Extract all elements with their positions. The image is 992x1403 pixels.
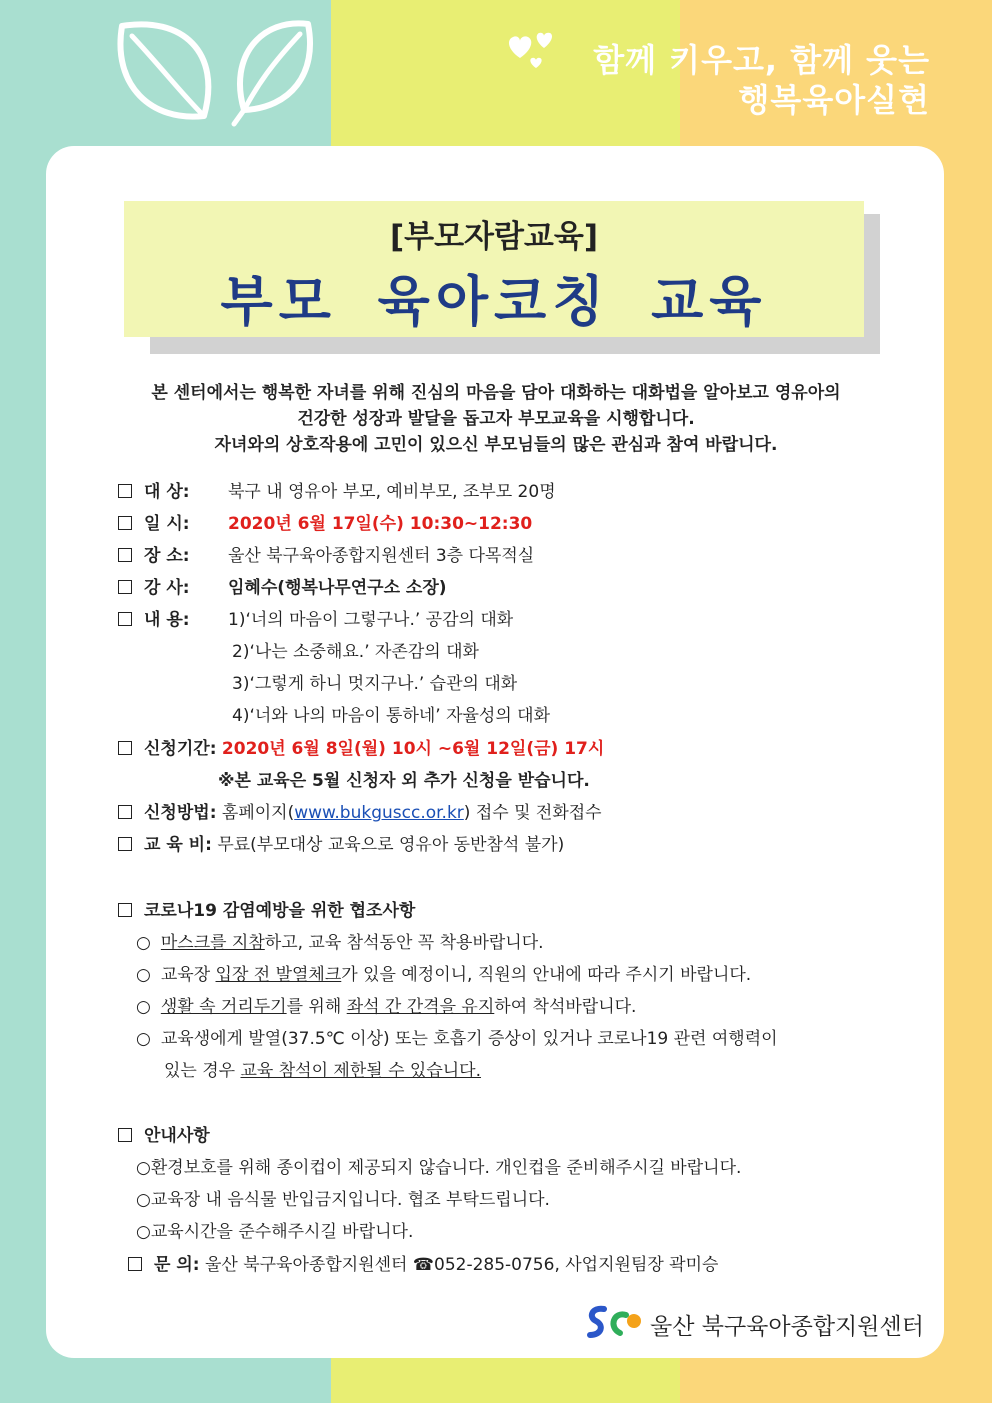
- apply-method-pre: 홈페이지(: [221, 803, 295, 823]
- hearts-icon: [506, 26, 566, 70]
- intro-line: 건강한 성장과 발달을 돕고자 부모교육을 시행합니다.: [297, 409, 695, 429]
- detail-apply-method: [118, 798, 602, 823]
- fee-value: 무료(부모대상 교육으로 영유아 동반참석 불가): [217, 835, 565, 855]
- contact-label: 문 의:: [154, 1255, 200, 1275]
- slogan-line1: 함께 키우고, 함께 웃는: [593, 41, 930, 79]
- checkbox-icon: [118, 903, 132, 917]
- covid-item: [136, 1024, 778, 1049]
- notice-item-text: 환경보호를 위해 종이컵이 제공되지 않습니다. 개인컵을 준비해주시길 바랍니다.: [150, 1158, 742, 1178]
- notice-heading-text: 안내사항: [144, 1126, 210, 1146]
- checkbox-icon: [118, 837, 132, 851]
- homepage-link[interactable]: www.bukguscc.or.kr: [294, 803, 464, 823]
- title-box: [124, 201, 864, 337]
- place-label: 장 소:: [144, 546, 190, 566]
- org-name: 울산 북구육아종합지원센터: [650, 1314, 924, 1340]
- covid-item: [136, 928, 544, 953]
- checkbox-icon: [128, 1257, 142, 1271]
- apply-period-label: 신청기간:: [144, 739, 217, 759]
- detail-content: [118, 605, 513, 630]
- content-label: 내 용:: [144, 610, 190, 630]
- content-item: 2)‘나는 소중해요.’ 자존감의 대화: [232, 642, 479, 662]
- checkbox-icon: [118, 484, 132, 498]
- lecturer-value: 임혜수(행복나무연구소 소장): [228, 578, 447, 598]
- covid-item3-underline1: 생활 속 거리두기: [160, 997, 287, 1017]
- covid-item4-line2: [164, 1056, 481, 1081]
- covid-item: [136, 960, 751, 985]
- checkbox-icon: [118, 516, 132, 530]
- content-item: 3)‘그렇게 하니 멋지구나.’ 습관의 대화: [232, 674, 518, 694]
- detail-date: [118, 509, 532, 534]
- covid-item3-underline2: 좌석 간 간격을 유지: [346, 997, 495, 1017]
- place-value: 울산 북구육아종합지원센터 3층 다목적실: [228, 546, 535, 566]
- covid-item: [136, 992, 636, 1017]
- detail-fee: [118, 830, 564, 855]
- covid-item4-pre: 있는 경우: [164, 1061, 241, 1081]
- contact-value: 울산 북구육아종합지원센터 ☎052-285-0756, 사업지원팀장 곽미승: [204, 1255, 719, 1275]
- circle-bullet-icon: ○: [136, 965, 151, 985]
- slogan-line2: 행복육아실현: [738, 81, 930, 119]
- intro-line: 자녀와의 상호작용에 고민이 있으신 부모님들의 많은 관심과 참여 바랍니다.: [214, 435, 778, 455]
- fee-label: 교 육 비:: [144, 835, 212, 855]
- circle-bullet-icon: ○: [136, 933, 151, 953]
- checkbox-icon: [118, 805, 132, 819]
- leaf-icon: [112, 12, 322, 132]
- checkbox-icon: [118, 580, 132, 594]
- checkbox-icon: [118, 741, 132, 755]
- apply-method-label: 신청방법:: [144, 803, 217, 823]
- apply-period-value: 2020년 6월 8일(월) 10시 ~6월 12일(금) 17시: [221, 739, 605, 759]
- content-item: 4)‘너와 나의 마음이 통하네’ 자율성의 대화: [232, 706, 551, 726]
- page-title: 부모 육아코칭 교육: [220, 270, 768, 333]
- intro-line: 본 센터에서는 행복한 자녀를 위해 진심의 마음을 담아 대화하는 대화법을 알아보고 영유아의: [151, 383, 841, 403]
- covid-item1-rest: 하고, 교육 참석동안 꼭 착용바랍니다.: [264, 933, 544, 953]
- detail-lecturer: [118, 573, 447, 598]
- intro-paragraph: [80, 380, 912, 458]
- detail-target: [118, 477, 556, 502]
- covid-item3-rest: 하여 착석바랍니다.: [494, 997, 637, 1017]
- target-value: 북구 내 영유아 부모, 예비부모, 조부모 20명: [228, 482, 556, 502]
- detail-place: [118, 541, 534, 566]
- covid-item1-underline: 마스크를 지참: [160, 933, 265, 953]
- covid-item4-underline: 교육 참석이 제한될 수 있습니다.: [240, 1061, 482, 1081]
- circle-bullet-icon: ○: [136, 1190, 151, 1210]
- detail-apply-period: [118, 734, 604, 759]
- notice-item: [136, 1153, 741, 1178]
- covid-item2-underline: 입장 전 발열체크: [215, 965, 342, 985]
- checkbox-icon: [118, 612, 132, 626]
- covid-item2-pre: 교육장: [160, 965, 216, 985]
- checkbox-icon: [118, 548, 132, 562]
- covid-item4-line1: 교육생에게 발열(37.5℃ 이상) 또는 호흡기 증상이 있거나 코로나19 관련 여행력이: [160, 1029, 778, 1049]
- circle-bullet-icon: ○: [136, 1029, 151, 1049]
- circle-bullet-icon: ○: [136, 997, 151, 1017]
- org-logo-icon: [584, 1303, 646, 1343]
- covid-item3-mid: 를 위해: [286, 997, 347, 1017]
- date-value: 2020년 6월 17일(수) 10:30~12:30: [228, 514, 533, 534]
- covid-item2-rest: 가 있을 예정이니, 직원의 안내에 따라 주시기 바랍니다.: [341, 965, 752, 985]
- apply-note: ※본 교육은 5월 신청자 외 추가 신청을 받습니다.: [218, 771, 590, 791]
- covid-heading: [118, 896, 415, 921]
- lecturer-label: 강 사:: [144, 578, 190, 598]
- apply-method-post: ) 접수 및 전화접수: [463, 803, 602, 823]
- subtitle: [부모자람교육]: [389, 219, 598, 255]
- notice-item-text: 교육장 내 음식물 반입금지입니다. 협조 부탁드립니다.: [150, 1190, 550, 1210]
- notice-heading: [118, 1121, 210, 1146]
- circle-bullet-icon: ○: [136, 1158, 151, 1178]
- contact-row: [128, 1250, 718, 1275]
- content-item: 1)‘너의 마음이 그렇구나.’ 공감의 대화: [228, 610, 514, 630]
- slogan: [593, 40, 930, 120]
- notice-item: [136, 1217, 413, 1242]
- notice-item-text: 교육시간을 준수해주시길 바랍니다.: [150, 1222, 414, 1242]
- covid-heading-text: 코로나19 감염예방을 위한 협조사항: [144, 901, 416, 921]
- circle-bullet-icon: ○: [136, 1222, 151, 1242]
- checkbox-icon: [118, 1128, 132, 1142]
- notice-item: [136, 1185, 550, 1210]
- target-label: 대 상:: [144, 482, 190, 502]
- date-label: 일 시:: [144, 514, 190, 534]
